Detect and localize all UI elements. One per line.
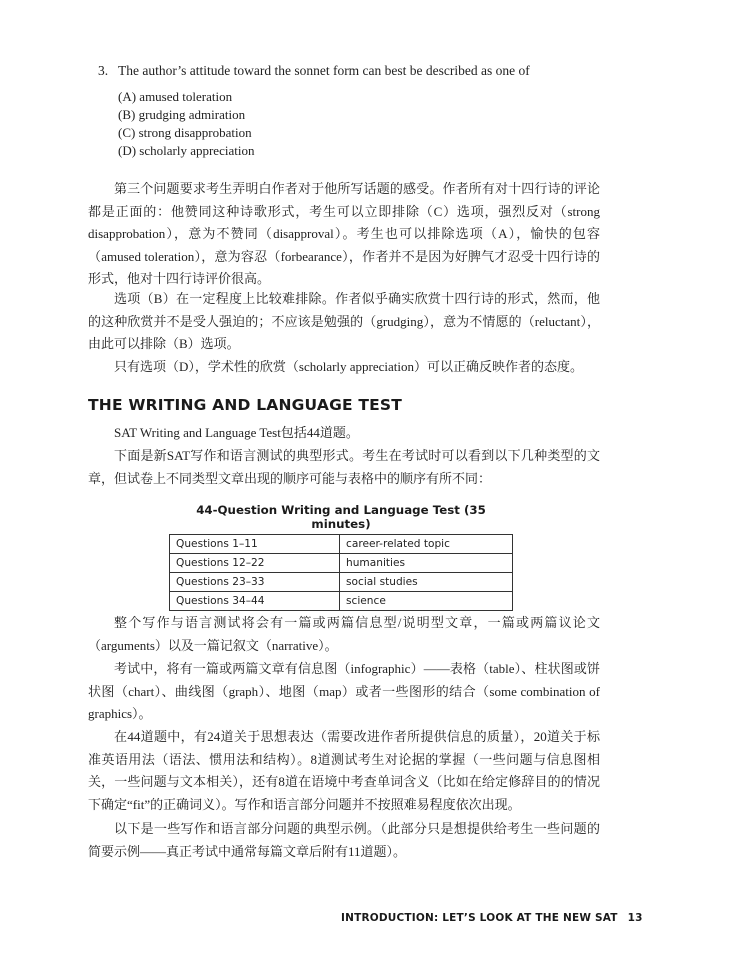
body-paragraph-2: 考试中，将有一篇或两篇文章有信息图（infographic）——表格（table）、柱状图或饼状图（chart）、曲线图（graph）、地图（map）或者一些图形的结合（some combination of graphics）。: [88, 661, 600, 721]
page-footer: [341, 912, 643, 924]
question-number: 3.: [98, 63, 109, 78]
table-cell-questions: Questions 23–33: [170, 573, 340, 592]
table-cell-questions: Questions 12–22: [170, 554, 340, 573]
table-row: [170, 573, 513, 592]
table-cell-questions: Questions 34–44: [170, 592, 340, 611]
question-text: The author’s attitude toward the sonnet form can best be described as one of: [118, 63, 530, 78]
option-a: (A) amused toleration: [118, 89, 233, 104]
question-stem: [98, 62, 658, 80]
table-cell-topic: science: [340, 592, 513, 611]
table-title: 44-Question Writing and Language Test (35 minutes): [196, 503, 486, 531]
option-c: (C) strong disapprobation: [118, 125, 252, 140]
page-number: 13: [627, 912, 643, 924]
test-structure-table: [169, 534, 513, 611]
explanation-paragraph-3: 只有选项（D），学术性的欣赏（scholarly appreciation）可以正确反映作者的态度。: [114, 359, 584, 374]
answer-options: [98, 88, 658, 160]
test-structure-table-block: [169, 503, 513, 611]
body-paragraph-4: 以下是一些写作和语言部分问题的典型示例。（此部分只是想提供给考生一些问题的简要示例——真正考试中通常每篇文章后附有11道题）。: [88, 821, 600, 859]
running-title: INTRODUCTION: LET’S LOOK AT THE NEW SAT: [341, 912, 618, 924]
body-paragraph-3: 在44道题中，有24道关于思想表达（需要改进作者所提供信息的质量），20道关于标准英语用法（语法、惯用法和结构）。8道测试考生对论据的掌握（一些问题与信息图相关，一些问题与文本相关），还有8道在语境中考查单词含义（比如在给定修辞目的的情况下确定“fit”的正确词义）。写作和语言部分问题并不按照难易程度依次出现。: [88, 729, 600, 812]
section-heading: THE WRITING AND LANGUAGE TEST: [88, 396, 403, 414]
body-paragraph-1: 整个写作与语言测试将会有一篇或两篇信息型/说明型文章，一篇或两篇议论文（arguments）以及一篇记叙文（narrative）。: [88, 615, 600, 653]
table-cell-topic: social studies: [340, 573, 513, 592]
section-intro-1: SAT Writing and Language Test包括44道题。: [114, 425, 359, 440]
option-b: (B) grudging admiration: [118, 107, 246, 122]
table-cell-questions: Questions 1–11: [170, 535, 340, 554]
explanation-paragraph-2: 选项（B）在一定程度上比较难排除。作者似乎确实欣赏十四行诗的形式，然而，他的这种欣赏并不是受人强迫的；不应该是勉强的（grudging），意为不情愿的（reluctant），由此可以排除（B）选项。: [88, 291, 600, 351]
table-row: [170, 535, 513, 554]
option-d: (D) scholarly appreciation: [118, 143, 255, 158]
question-block: [98, 62, 658, 160]
section-intro-2: 下面是新SAT写作和语言测试的典型形式。考生在考试时可以看到以下几种类型的文章，但试卷上不同类型文章出现的顺序可能与表格中的顺序有所不同：: [88, 448, 600, 486]
table-row: [170, 592, 513, 611]
explanation-paragraph-1: 第三个问题要求考生弄明白作者对于他所写话题的感受。作者所有对十四行诗的评论都是正面的：他赞同这种诗歌形式，考生可以立即排除（C）选项，强烈反对（strong disapprobation），意为不赞同（disapproval）。考生也可以排除选项（A），愉快的包容（amused toleration），意为容忍（forbearance），作者并不是因为好脾气才忍受十四行诗的形式，他对十四行诗评价很高。: [88, 181, 600, 286]
table-cell-topic: career-related topic: [340, 535, 513, 554]
table-cell-topic: humanities: [340, 554, 513, 573]
table-row: [170, 554, 513, 573]
